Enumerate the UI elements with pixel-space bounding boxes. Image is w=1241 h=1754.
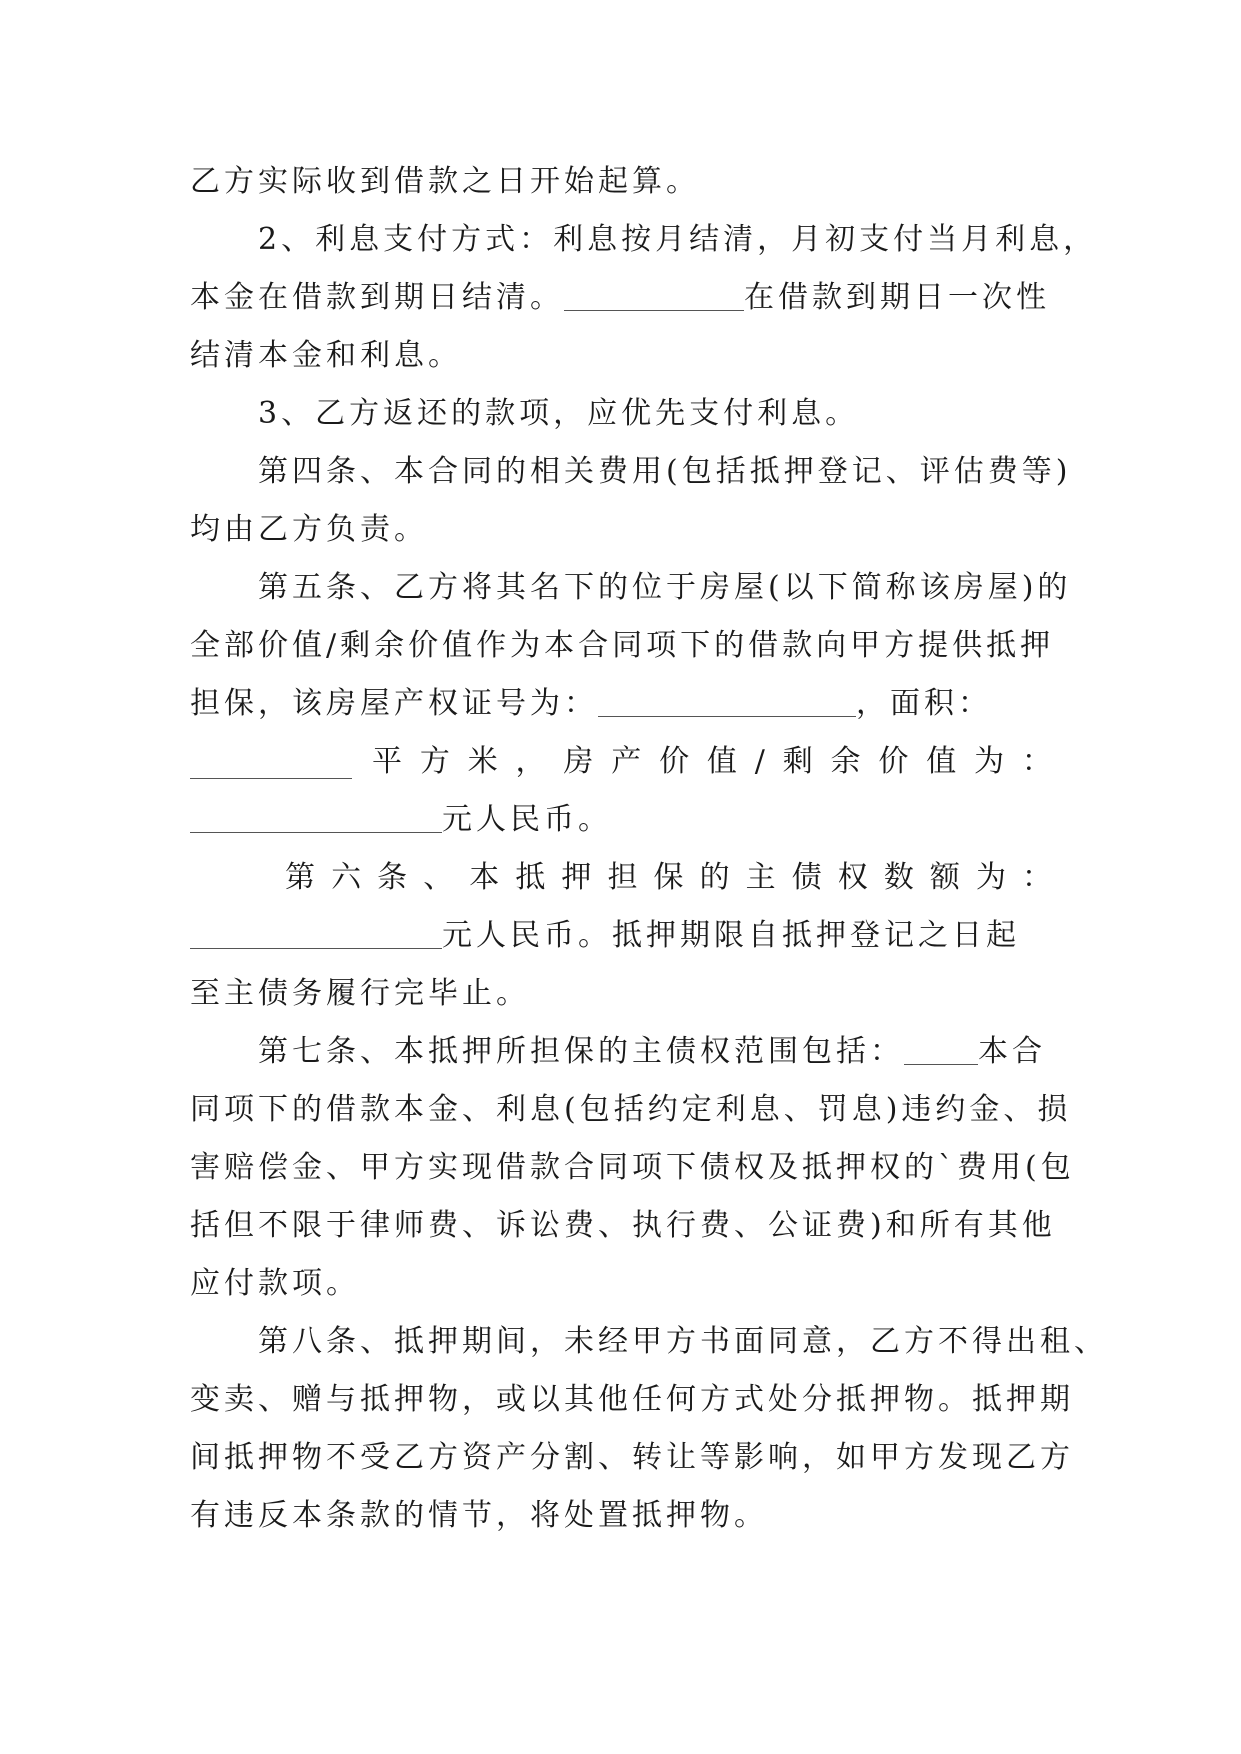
text-line	[190, 269, 1052, 327]
text-line: 全部价值/剩余价值作为本合同项下的借款向甲方提供抵押	[190, 628, 1055, 663]
text-line: 同项下的借款本金、利息(包括约定利息、罚息)违约金、损	[190, 1092, 1072, 1127]
text-line: 括但不限于律师费、诉讼费、执行费、公证费)和所有其他	[190, 1208, 1056, 1243]
text-line: 变卖、赠与抵押物，或以其他任何方式处分抵押物。抵押期	[190, 1382, 1074, 1417]
text-line: 应付款项。	[190, 1266, 360, 1301]
text-line	[190, 1023, 1052, 1081]
text-fragment: 本金在借款到期日结清。	[190, 280, 564, 315]
text-line	[190, 907, 1052, 965]
text-fragment-spaced: 平 方 米 ， 房 产 价 值 / 剩 余 价 值 为 ：	[372, 744, 1052, 779]
fill-blank[interactable]	[564, 278, 744, 311]
debt-amount-blank[interactable]	[190, 916, 442, 949]
scope-blank[interactable]	[904, 1032, 978, 1065]
text-fragment: 本合	[978, 1034, 1046, 1069]
text-line: 间抵押物不受乙方资产分割、转让等影响，如甲方发现乙方	[190, 1440, 1074, 1475]
text-fragment: 元人民币。	[442, 802, 612, 837]
text-line	[190, 675, 1052, 733]
text-fragment: 第七条、本抵押所担保的主债权范围包括：	[258, 1034, 904, 1069]
text-line: 2、利息支付方式：利息按月结清，月初支付当月利息，	[258, 222, 1098, 257]
text-line: 均由乙方负责。	[190, 512, 428, 547]
value-blank[interactable]	[190, 800, 442, 833]
text-fragment: ，面积：	[856, 686, 992, 721]
text-fragment: 元人民币。抵押期限自抵押登记之日起	[442, 918, 1020, 953]
text-line: 至主债务履行完毕止。	[190, 976, 530, 1011]
text-line: 害赔偿金、甲方实现借款合同项下债权及抵押权的`费用(包	[190, 1150, 1075, 1185]
text-line: 第四条、本合同的相关费用(包括抵押登记、评估费等)	[258, 454, 1072, 489]
text-line: 第八条、抵押期间，未经甲方书面同意，乙方不得出租、	[258, 1324, 1108, 1359]
text-line	[190, 733, 1052, 791]
text-line: 结清本金和利息。	[190, 338, 462, 373]
text-line: 乙方实际收到借款之日开始起算。	[190, 164, 700, 199]
text-line	[190, 791, 1052, 849]
contract-body	[190, 153, 1108, 1545]
text-line: 第五条、乙方将其名下的位于房屋(以下简称该房屋)的	[258, 570, 1072, 605]
area-blank[interactable]	[190, 746, 352, 779]
text-fragment: 在借款到期日一次性	[744, 280, 1050, 315]
text-fragment: 担保，该房屋产权证号为：	[190, 686, 598, 721]
text-line: 有违反本条款的情节，将处置抵押物。	[190, 1498, 768, 1533]
text-line: 3、乙方返还的款项，应优先支付利息。	[258, 396, 860, 431]
text-line-spaced: 第 六 条 、 本 抵 押 担 保 的 主 债 权 数 额 为 ：	[285, 860, 1052, 895]
certificate-number-blank[interactable]	[598, 684, 856, 717]
